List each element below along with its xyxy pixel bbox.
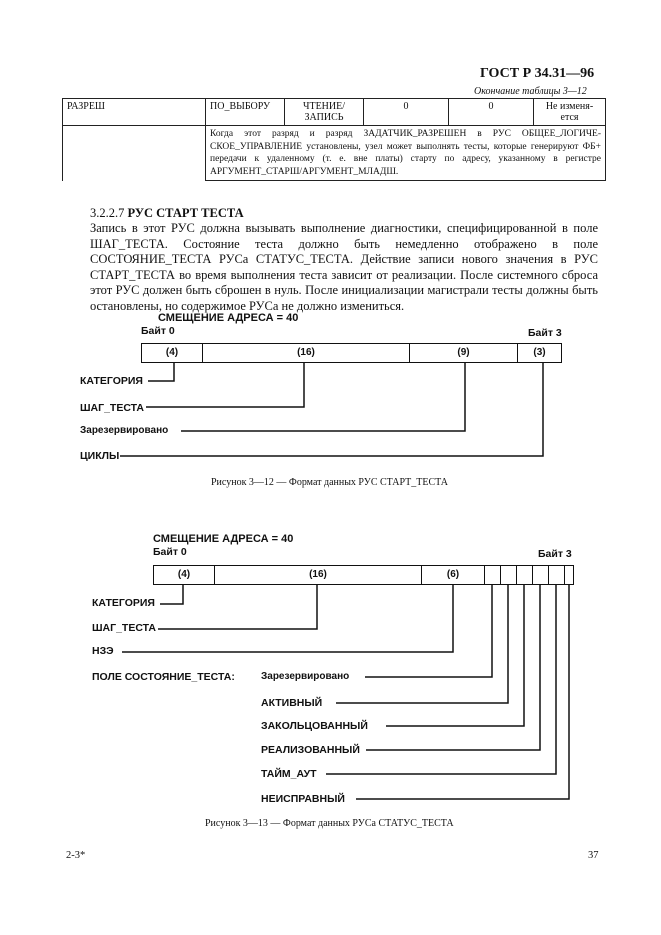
fig2-byte0: Байт 0 <box>153 546 187 558</box>
fig1-offset-label: СМЕЩЕНИЕ АДРЕСА = 40 <box>158 312 299 324</box>
fig1-field-category: (4) <box>142 344 203 362</box>
fig2-label-nze: НЗЭ <box>92 645 114 657</box>
fig2-status-reserved: Зарезервировано <box>261 671 350 682</box>
cell-access: ЧТЕНИЕ/ ЗАПИСЬ <box>285 99 364 126</box>
page-number: 37 <box>588 850 599 861</box>
fig2-leader-reserved <box>365 584 492 677</box>
fig2-field-nze: (6) <box>422 566 485 584</box>
cell-values: ПО_ВЫБОРУ <box>206 99 285 126</box>
fig2-status-faulty: НЕИСПРАВНЫЙ <box>261 793 345 805</box>
cell-note: Когда этот разряд и разряд ЗАДАТЧИК_РАЗРЕШЕН в РУС ОБЩЕЕ_ЛОГИЧЕ-СКОЕ_УПРАВЛЕНИЕ установлены, узел может выполнять тесты, которые генерируют ФБ+ передачи к удаленному (т. е. вне платы) старту по адресу, указанному в регистре АРГУМЕНТ_СТАРШ/АРГУМЕНТ_МЛАДШ. <box>206 126 606 181</box>
section-title: РУС СТАРТ ТЕСТА <box>127 206 244 220</box>
fig1-field-reserved: (9) <box>410 344 518 362</box>
cell-name: РАЗРЕШ <box>63 99 206 126</box>
cell-col6: Не изменя-ется <box>534 99 606 126</box>
fig1-label-cycles: ЦИКЛЫ <box>80 450 120 462</box>
fig2-field-step: (16) <box>215 566 422 584</box>
fig2-field-category: (4) <box>154 566 215 584</box>
fig2-label-category: КАТЕГОРИЯ <box>92 597 155 609</box>
cell-col4: 0 <box>364 99 449 126</box>
fig1-field-cycles: (3) <box>533 347 546 358</box>
page-mark: 2-3* <box>66 850 86 861</box>
fig1-label-reserved: Зарезервировано <box>80 425 169 436</box>
fig2-status-looped: ЗАКОЛЬЦОВАННЫЙ <box>261 720 368 732</box>
fig2-status-active: АКТИВНЫЙ <box>261 697 323 709</box>
fig2-status-field-label: ПОЛЕ СОСТОЯНИЕ_ТЕСТА: <box>92 671 235 683</box>
fig2-leader-timeout <box>326 584 556 774</box>
cell-col5: 0 <box>449 99 534 126</box>
fig2-byte3: Байт 3 <box>538 548 572 560</box>
fig1-label-step: ШАГ_ТЕСТА <box>80 402 144 414</box>
fig2-label-step: ШАГ_ТЕСТА <box>92 622 156 634</box>
fig2-leader-category <box>160 584 183 604</box>
section-number: 3.2.2.7 <box>90 206 125 220</box>
fig2-status-implemented: РЕАЛИЗОВАННЫЙ <box>261 744 360 756</box>
fig1-byte0: Байт 0 <box>141 325 175 337</box>
fig2-leader-nze <box>122 584 453 652</box>
section-body: Запись в этот РУС должна вызывать выполнение диагностики, специфицированной в поле ШАГ_ТЕСТА. Состояние теста должно быть немедленно отображено в поле СОСТОЯНИЕ_ТЕСТА РУСа СТАТУС_ТЕСТА. Действие записи нового значения в РУС СТАРТ_ТЕСТА во время выполнения теста зависит от реализации. После системного сброса этот РУС должен быть сброшен в нуль. После инициализации магистрали тесты должны быть остановлены, но содержимое РУСа не должно измениться. <box>90 221 598 313</box>
fig2-offset-label: СМЕЩЕНИЕ АДРЕСА = 40 <box>153 533 294 545</box>
fig2-leader-step <box>158 584 317 629</box>
fig2-caption: Рисунок 3—13 — Формат данных РУСа СТАТУС_ТЕСТА <box>205 818 454 829</box>
fig2-status-timeout: ТАЙМ_АУТ <box>261 768 317 780</box>
fig2-leader-faulty <box>356 584 569 799</box>
fig1-caption: Рисунок 3—12 — Формат данных РУС СТАРТ_ТЕСТА <box>211 477 449 488</box>
fig1-label-category: КАТЕГОРИЯ <box>80 375 143 387</box>
table-continuation-caption: Окончание таблицы 3—12 <box>474 86 587 97</box>
document-id: ГОСТ Р 34.31—96 <box>480 66 595 81</box>
fig2-leader-active <box>336 584 508 703</box>
fig1-field-step: (16) <box>203 344 410 362</box>
fig1-byte3: Байт 3 <box>528 327 562 339</box>
fig2-leader-looped <box>386 584 524 726</box>
